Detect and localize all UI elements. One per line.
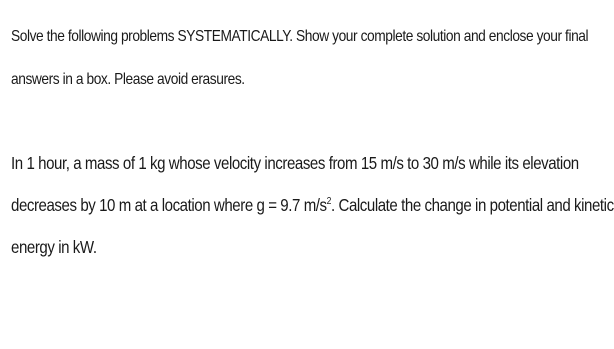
instructions-line-2: answers in a box. Please avoid erasures. — [11, 71, 245, 88]
problem-line-1: In 1 hour, a mass of 1 kg whose velocity increases from 15 m/s to 30 m/s while its elevation — [11, 153, 579, 173]
problem-line-2-continuation: . Calculate the change in potential and kinetic — [331, 195, 614, 215]
instructions-line-1: Solve the following problems SYSTEMATICALLY. Show your complete solution and enclose your final — [11, 28, 589, 45]
instructions-paragraph — [11, 27, 589, 90]
problem-line-2-text: decreases by 10 m at a location where g = 9.7 m/s — [11, 195, 327, 215]
exponent-superscript: 2 — [326, 196, 332, 208]
problem-line-2 — [11, 194, 614, 216]
problem-line-3: energy in kW. — [11, 237, 97, 257]
problem-statement — [11, 152, 614, 258]
